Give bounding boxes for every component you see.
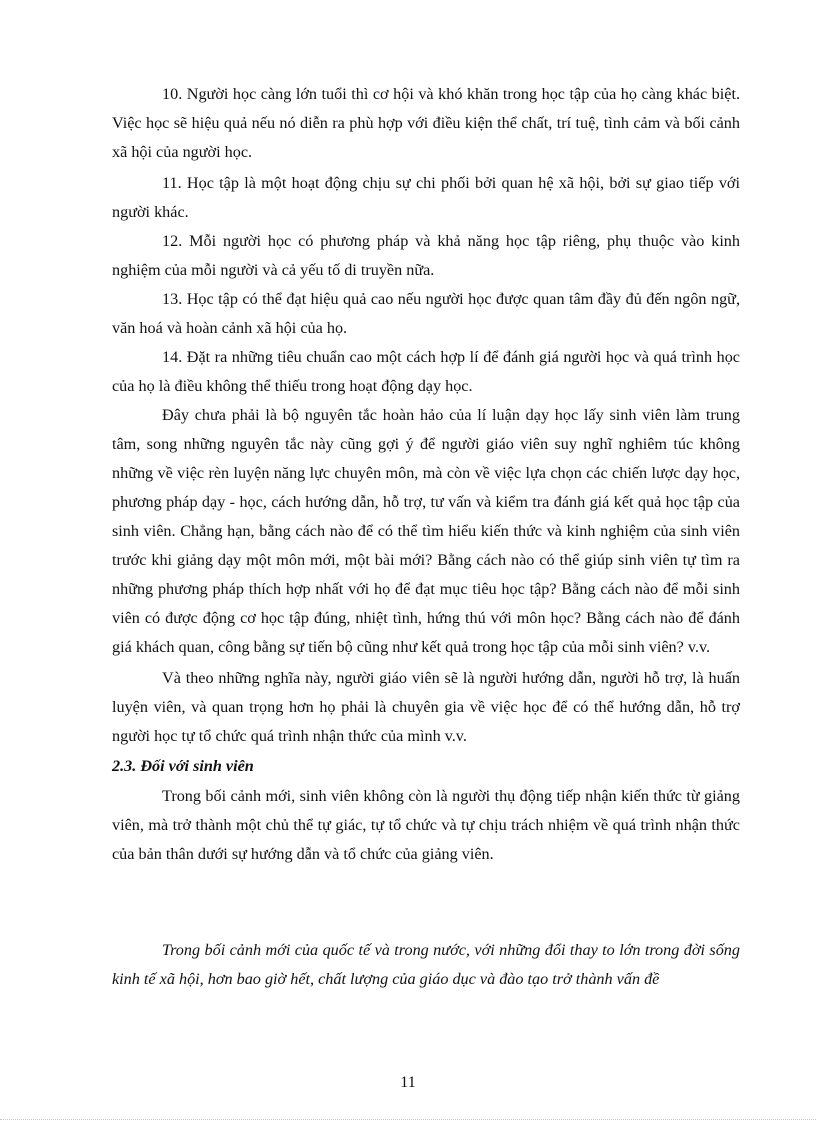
paragraph-item-11: 11. Học tập là một hoạt động chịu sự chi phối bởi quan hệ xã hội, bởi sự giao tiếp với người khác. <box>112 174 740 221</box>
paragraph-discussion: Đây chưa phải là bộ nguyên tắc hoàn hảo của lí luận dạy học lấy sinh viên làm trung tâm, song những nguyên tắc này cũng gợi ý để người giáo viên suy nghĩ nghiêm túc không những về việc rèn luyện năng lực chuyên môn, mà còn về việc lựa chọn các chiến lược dạy học, phương pháp dạy - học, cách hướng dẫn, hỗ trợ, tư vấn và kiểm tra đánh giá kết quả học tập của sinh viên. Chẳng hạn, bằng cách nào để có thể tìm hiểu kiến thức và kinh nghiệm của sinh viên trước khi giảng dạy một môn mới, một bài mới? Bằng cách nào có thể giúp sinh viên tự tìm ra những phương pháp thích hợp nhất với họ để đạt mục tiêu học tập? Bằng cách nào để mỗi sinh viên có được động cơ học tập đúng, nhiệt tình, hứng thú với môn học? Bằng cách nào để đánh giá khách quan, công bằng sự tiến bộ cũng như kết quả trong học tập của mỗi sinh viên? v.v. <box>112 406 740 656</box>
section-heading: 2.3. Đối với sinh viên <box>112 757 254 775</box>
section-paragraph: Trong bối cảnh mới, sinh viên không còn là người thụ động tiếp nhận kiến thức từ giảng viên, mà trở thành một chủ thể tự giác, tự tổ chức và tự chịu trách nhiệm về quá trình nhận thức của bản thân dưới sự hướng dẫn và tổ chức của giảng viên. <box>112 787 740 863</box>
paragraph-teacher-role: Và theo những nghĩa này, người giáo viên sẽ là người hướng dẫn, người hỗ trợ, là huấn luyện viên, và quan trọng hơn họ phải là chuyên gia về việc học để có thể hướng dẫn, hỗ trợ người học tự tổ chức quá trình nhận thức của mình v.v. <box>112 669 740 745</box>
paragraph-item-13: 13. Học tập có thể đạt hiệu quả cao nếu người học được quan tâm đầy đủ đến ngôn ngữ, văn hoá và hoàn cảnh xã hội của họ. <box>112 290 740 337</box>
paragraph-item-10: 10. Người học càng lớn tuổi thì cơ hội và khó khăn trong học tập của họ càng khác biệt. Việc học sẽ hiệu quả nếu nó diễn ra phù hợp với điều kiện thể chất, trí tuệ, tình cảm và bối cảnh xã hội của người học. <box>112 85 740 161</box>
page-bottom-divider <box>0 1119 816 1120</box>
page-number: 11 <box>400 1074 416 1091</box>
paragraph-item-14: 14. Đặt ra những tiêu chuẩn cao một cách hợp lí để đánh giá người học và quá trình học của họ là điều không thể thiếu trong hoạt động dạy học. <box>112 348 740 395</box>
paragraph-item-12: 12. Mỗi người học có phương pháp và khả năng học tập riêng, phụ thuộc vào kinh nghiệm của mỗi người và cả yếu tố di truyền nữa. <box>112 232 740 279</box>
italic-paragraph: Trong bối cảnh mới của quốc tế và trong nước, với những đổi thay to lớn trong đời sống kinh tế xã hội, hơn bao giờ hết, chất lượng của giáo dục và đào tạo trở thành vấn đề <box>112 941 740 988</box>
